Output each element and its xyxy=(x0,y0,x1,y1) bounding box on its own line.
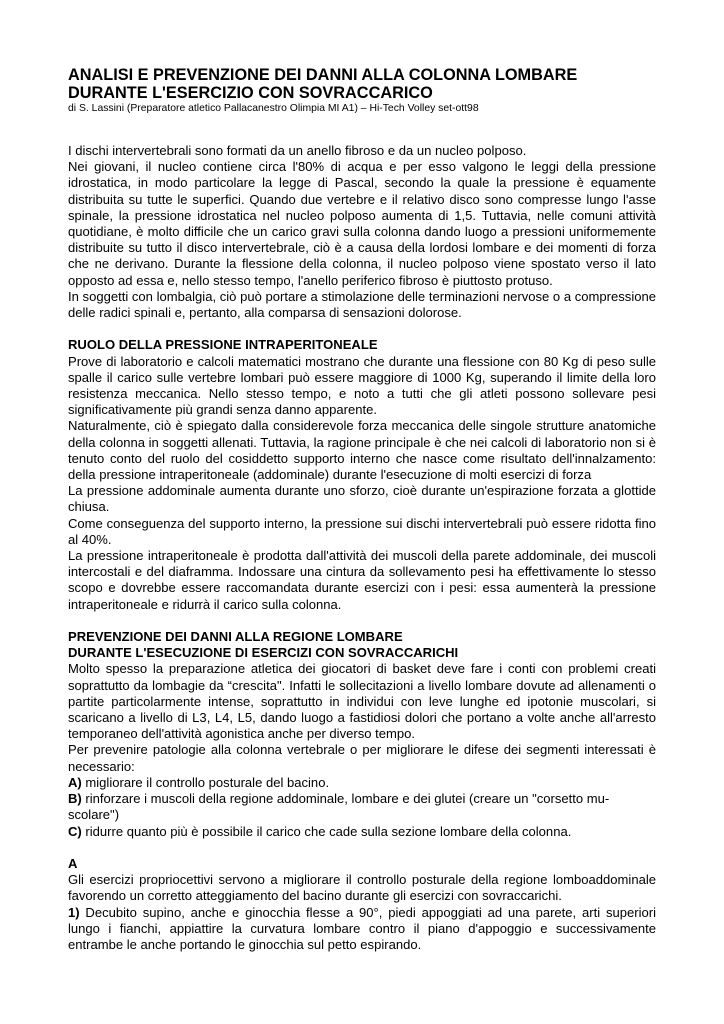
section1-paragraph-4: Come conseguenza del supporto interno, la pressione sui dischi intervertebrali può essere ridotta fino al 40%. xyxy=(68,515,656,547)
list-label-c: C) xyxy=(68,823,82,839)
list-item-a xyxy=(68,775,656,791)
document-body xyxy=(68,143,656,953)
title-line-2: DURANTE L'ESERCIZIO CON SOVRACCARICO xyxy=(68,84,433,102)
sectionA-paragraph-1: Gli esercizi propriocettivi servono a migliorare il controllo posturale della regione lomboaddominale favorendo un corretto atteggiamento del bacino durante gli esercizi con sovraccarichi. xyxy=(68,872,656,904)
intro-paragraph-2: Nei giovani, il nucleo contiene circa l'80% di acqua e per esso valgono le leggi della pressione idrostatica, in modo particolare la legge di Pascal, secondo la quale la pressione è equamente distribuita su tutte le superfici. Quando due vertebre e il relativo disco sono compresse lungo l'asse spinale, la pressione idrostatica nel nucleo polposo aumenta di 1,5. Tuttavia, nelle comuni attività quotidiane, è molto difficile che un carico gravi sulla colonna dando luogo a pressioni uniformemente distribuite su tutto il disco intervertebrale, ciò è a causa della lordosi lombare e dei momenti di forza che ne derivano. Durante la flessione della colonna, il nucleo polposo viene spostato verso il lato opposto ad essa e, nello stesso tempo, l'anello periferico fibroso è piuttosto protuso. xyxy=(68,159,656,288)
list-item-c xyxy=(68,824,656,840)
section1-paragraph-3: La pressione addominale aumenta durante uno sforzo, cioè durante un'espirazione forzata a glottide chiusa. xyxy=(68,483,656,515)
list-text-c: ridurre quanto più è possibile il carico che cade sulla sezione lombare della colonna. xyxy=(81,823,572,839)
section2-heading-line-2: DURANTE L'ESECUZIONE DI ESERCIZI CON SOVRACCARICHI xyxy=(68,645,459,661)
intro-paragraph-3: In soggetti con lombalgia, ciò può portare a stimolazione delle terminazioni nervose o a compressione delle radici spinali e, pertanto, alla comparsa di sensazioni dolorose. xyxy=(68,288,656,321)
list-item-b xyxy=(68,791,656,823)
list-label-b: B) xyxy=(68,791,82,807)
title-line-1: ANALISI E PREVENZIONE DEI DANNI ALLA COLONNA LOMBARE xyxy=(68,66,578,84)
exercise-1-text: Decubito supino, anche e ginocchia flesse a 90°, piedi appoggiati ad una parete, arti superiori lungo i fianchi, appiattire la curvatura lombare contro il piano d'appoggio e successivamente entrambe le anche portando le ginocchia sul petto espirando. xyxy=(68,904,656,952)
exercise-1 xyxy=(68,905,656,954)
section2-paragraph-2: Per prevenire patologie alla colonna vertebrale o per migliorare le difese dei segmenti interessati è necessario: xyxy=(68,742,656,774)
section1-paragraph-5: La pressione intraperitoneale è prodotta dall'attività dei muscoli della parete addominale, dei muscoli intercostali e del diaframma. Indossare una cintura da sollevamento pesi ha effettivamente lo stesso scopo e dovrebbe essere raccomandata durante esercizi con i pesi: essa aumenterà la pressione intraperitoneale e ridurrà il carico sulla colonna. xyxy=(68,548,656,612)
list-label-a: A) xyxy=(68,774,82,790)
document-page xyxy=(68,66,656,953)
author-byline: di S. Lassini (Preparatore atletico Pallacanestro Olimpia MI A1) – Hi-Tech Volley set-ott98 xyxy=(68,103,479,114)
section1-paragraph-2: Naturalmente, ciò è spiegato dalla considerevole forza meccanica delle singole strutture anatomiche della colonna in soggetti allenati. Tuttavia, la ragione principale è che nei calcoli di laboratorio non si è tenuto conto del ruolo del cosiddetto supporto interno che nasce come risultato dell'innalzamento: della pressione intraperitoneale (addominale) durante l'esecuzione di molti esercizi di forza xyxy=(68,418,656,483)
document-title xyxy=(68,66,656,102)
section1-paragraph-1: Prove di laboratorio e calcoli matematici mostrano che durante una flessione con 80 Kg di peso sulle spalle il carico sulle vertebre lombari può essere maggiore di 1000 Kg, superando il limite della loro resistenza meccanica. Nello stesso tempo, e noto a tutti che gli atleti possono sollevare pesi significativamente più grandi senza danno apparente. xyxy=(68,353,656,418)
exercise-1-label: 1) xyxy=(68,904,80,920)
intro-paragraph-1: I dischi intervertebrali sono formati da un anello fibroso e da un nucleo polposo. xyxy=(68,143,527,158)
list-text-a: migliorare il controllo posturale del bacino. xyxy=(81,774,330,790)
section-heading-pressione: RUOLO DELLA PRESSIONE INTRAPERITONEALE xyxy=(68,337,378,353)
section-heading-a: A xyxy=(68,855,78,871)
section2-heading-line-1: PREVENZIONE DEI DANNI ALLA REGIONE LOMBARE xyxy=(68,629,403,645)
section-heading-prevenzione xyxy=(68,629,656,661)
list-text-b: rinforzare i muscoli della regione addominale, lombare e dei glutei (creare un "corsetto mu-scolare") xyxy=(68,791,610,823)
section2-paragraph-1: Molto spesso la preparazione atletica dei giocatori di basket deve fare i conti con problemi creati soprattutto da lombagie da “crescita". Infatti le sollecitazioni a livello lombare dovute ad allenamenti o partite particolarmente intense, soprattutto in individui con leve lunghe ed ipotonie muscolari, si scaricano a livello di L3, L4, L5, dando luogo a fastidiosi dolori che portano a volte anche all'arresto temporaneo dell'attività agonistica anche per diverso tempo. xyxy=(68,661,656,742)
